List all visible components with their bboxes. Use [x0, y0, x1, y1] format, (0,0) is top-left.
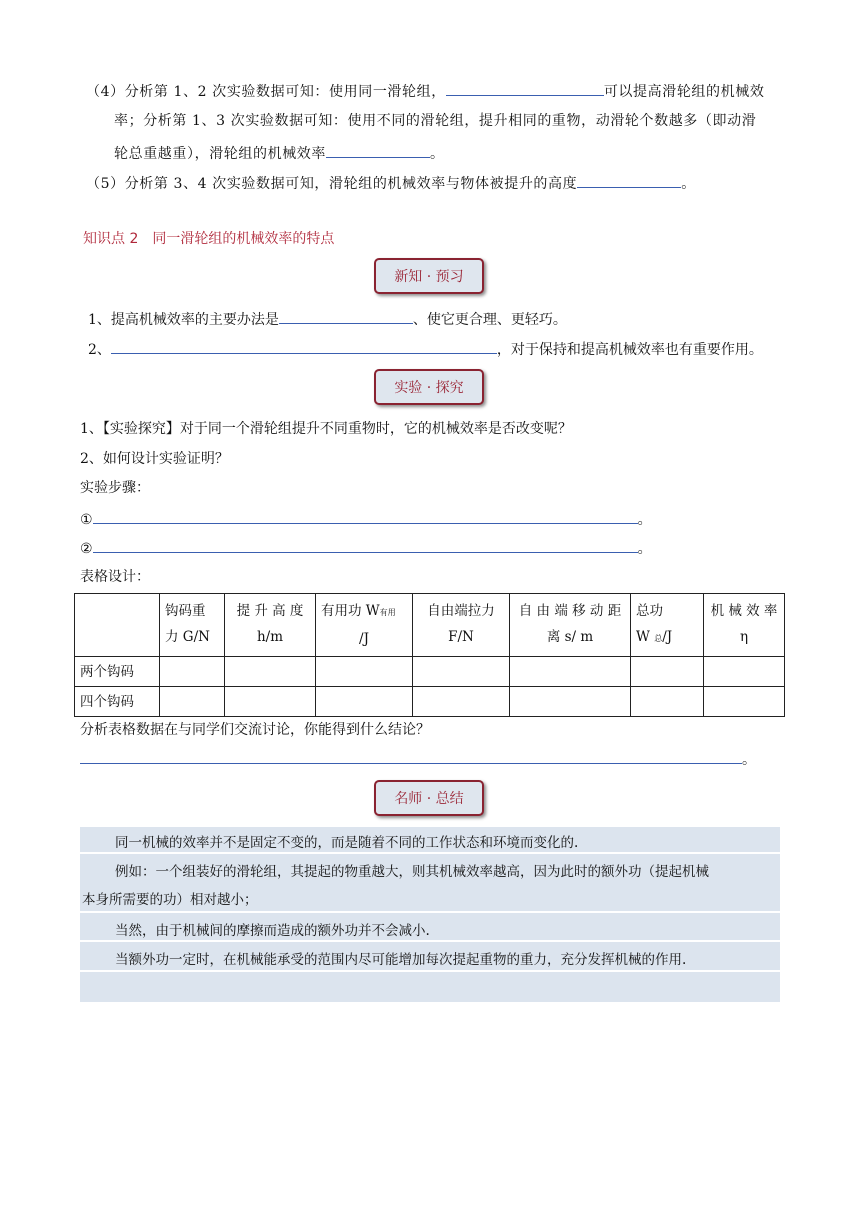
explore-q2: 2、如何设计实验证明？ [80, 451, 229, 467]
answer-blank[interactable] [279, 308, 413, 324]
summary-line: 本身所需要的功）相对越小； [82, 892, 258, 908]
question-4-line1 [86, 80, 764, 102]
experiment-table [74, 593, 785, 717]
answer-blank[interactable] [446, 80, 604, 96]
header-move-distance [510, 594, 631, 657]
header-empty-cell [75, 594, 160, 657]
header-text: 自 由 端 移 动 距 [518, 603, 622, 619]
header-unit: 离 s/ m [546, 629, 594, 645]
answer-blank[interactable] [577, 172, 681, 188]
table-cell[interactable] [510, 657, 631, 687]
header-text: 总功 [636, 603, 663, 619]
badge-preview: 新知 · 预习 [374, 258, 484, 294]
divider [80, 852, 780, 854]
end-mark: 。 [637, 512, 652, 528]
header-text: 提 升 高 度 [236, 603, 304, 619]
conclusion-question: 分析表格数据在与同学们交流讨论，你能得到什么结论？ [80, 722, 430, 738]
answer-blank[interactable] [326, 142, 430, 158]
conclusion-answer [80, 748, 756, 770]
answer-blank[interactable] [93, 537, 638, 553]
header-subscript: 总 [654, 634, 663, 643]
table-cell[interactable] [413, 687, 510, 717]
header-useful-work [316, 594, 413, 657]
preview-item-2 [88, 338, 763, 360]
table-row [75, 657, 785, 687]
question-4-text: 率；分析第 1、3 次实验数据可知：使用不同的滑轮组，提升相同的重物，动滑轮个数越多（即动滑 [114, 113, 757, 129]
table-cell[interactable] [631, 687, 704, 717]
header-unit: 力 G/N [165, 629, 210, 645]
table-cell[interactable] [160, 687, 225, 717]
question-4-prefix2: 轮总重越重），滑轮组的机械效率 [114, 146, 326, 162]
summary-line: 例如：一个组装好的滑轮组，其提起的物重越大，则其机械效率越高，因为此时的额外功（提起机械 [115, 864, 709, 880]
header-unit: η [739, 629, 749, 645]
step-2-mark: ② [80, 541, 93, 557]
header-unit: F/N [448, 629, 474, 645]
preview-1-prefix: 1、提高机械效率的主要办法是 [88, 312, 279, 328]
table-cell[interactable] [316, 687, 413, 717]
table-cell[interactable] [631, 657, 704, 687]
answer-blank[interactable] [80, 748, 742, 764]
preview-2-prefix: 2、 [88, 342, 111, 358]
answer-blank[interactable] [93, 508, 638, 524]
table-label: 表格设计： [80, 569, 150, 585]
question-4-line2 [114, 111, 756, 131]
table-cell[interactable] [704, 687, 785, 717]
summary-line: 同一机械的效率并不是固定不变的，而是随着不同的工作状态和环境而变化的. [115, 835, 579, 851]
step-1 [80, 508, 652, 530]
preview-item-1 [88, 308, 567, 330]
header-lift-height [225, 594, 316, 657]
badge-summary: 名师 · 总结 [374, 780, 484, 816]
summary-line: 当然，由于机械间的摩擦而造成的额外功并不会减小. [115, 923, 430, 939]
step-1-mark: ① [80, 512, 93, 528]
summary-line: 当额外功一定时，在机械能承受的范围内尽可能增加每次提起重物的重力，充分发挥机械的作用. [115, 952, 687, 968]
preview-1-suffix: 、使它更合理、更轻巧。 [412, 312, 567, 328]
row-label: 四个钩码 [75, 687, 160, 717]
question-5-line [86, 172, 696, 194]
header-unit: /J [359, 631, 369, 647]
end-mark: 。 [742, 752, 756, 768]
explore-q1: 1、【实验探究】对于同一个滑轮组提升不同重物时，它的机械效率是否改变呢？ [80, 421, 572, 437]
steps-label: 实验步骤： [80, 480, 150, 496]
table-cell[interactable] [704, 657, 785, 687]
question-5-prefix: （5）分析第 3、4 次实验数据可知，滑轮组的机械效率与物体被提升的高度 [86, 176, 578, 192]
header-hook-weight [160, 594, 225, 657]
question-5-suffix: 。 [681, 176, 696, 192]
header-efficiency [704, 594, 785, 657]
row-label: 两个钩码 [75, 657, 160, 687]
table-cell[interactable] [225, 657, 316, 687]
divider [80, 970, 780, 972]
header-unit: W [636, 629, 650, 645]
badge-explore: 实验 · 探究 [374, 369, 484, 405]
preview-2-suffix: ，对于保持和提高机械效率也有重要作用。 [496, 342, 763, 358]
question-4-suffix2: 。 [430, 146, 445, 162]
question-4-prefix: （4）分析第 1、2 次实验数据可知：使用同一滑轮组， [86, 84, 446, 100]
step-2 [80, 537, 652, 559]
table-cell[interactable] [510, 687, 631, 717]
section-title: 知识点 2 同一滑轮组的机械效率的特点 [83, 231, 335, 247]
table-cell[interactable] [160, 657, 225, 687]
answer-blank[interactable] [111, 338, 497, 354]
table-cell[interactable] [225, 687, 316, 717]
header-unit: h/m [256, 629, 284, 645]
header-pull-force [413, 594, 510, 657]
table-header-row [75, 594, 785, 657]
divider [80, 940, 780, 942]
summary-box [80, 827, 780, 1002]
header-text: 有用功 W [321, 603, 380, 619]
divider [80, 911, 780, 913]
table-row [75, 687, 785, 717]
table-cell[interactable] [316, 657, 413, 687]
end-mark: 。 [637, 541, 652, 557]
header-unit-suffix: /J [662, 629, 673, 645]
header-subscript: 有用 [379, 608, 396, 617]
question-4-suffix: 可以提高滑轮组的机械效 [603, 84, 765, 100]
header-text: 钩码重 [165, 603, 206, 619]
header-text: 机 械 效 率 [710, 603, 778, 619]
table-cell[interactable] [413, 657, 510, 687]
header-text: 自由端拉力 [427, 603, 495, 619]
question-4-line3 [114, 142, 445, 164]
header-total-work [631, 594, 704, 657]
